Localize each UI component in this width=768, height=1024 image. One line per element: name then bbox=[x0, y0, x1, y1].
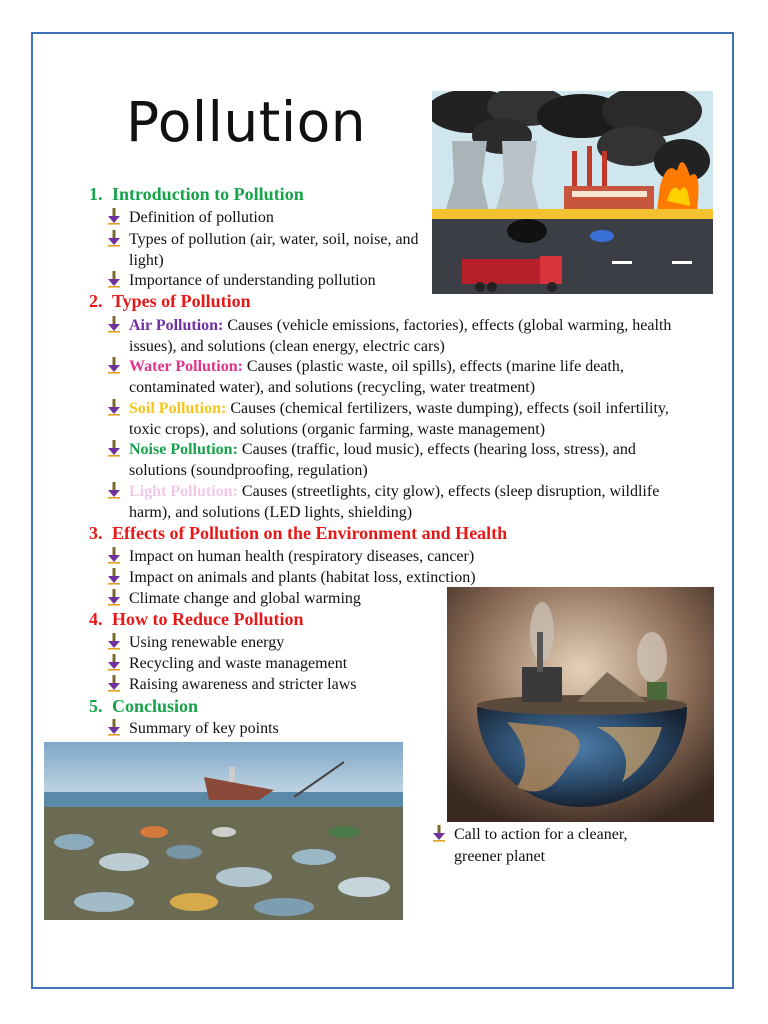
down-arrow-bullet-icon bbox=[107, 229, 121, 247]
page-title: Pollution bbox=[126, 90, 367, 154]
list-item: Recycling and waste management bbox=[129, 653, 429, 674]
list-item-noise-pollution: Noise Pollution: Causes (traffic, loud music), effects (hearing loss, stress), and solutions (soundproofing, regulation) bbox=[129, 439, 689, 481]
down-arrow-bullet-icon bbox=[107, 398, 121, 416]
down-arrow-bullet-icon bbox=[107, 674, 121, 692]
down-arrow-bullet-icon bbox=[107, 588, 121, 606]
list-item-air-pollution: Air Pollution: Causes (vehicle emissions, factories), effects (global warming, health issues), and solutions (clean energy, electric cars) bbox=[129, 315, 689, 357]
down-arrow-bullet-icon bbox=[107, 567, 121, 585]
section-heading-2: 2. Types of Pollution bbox=[89, 291, 251, 311]
polluted-earth-photo bbox=[447, 587, 714, 822]
down-arrow-bullet-icon bbox=[107, 207, 121, 225]
list-item: Definition of pollution bbox=[129, 207, 429, 228]
list-item-soil-pollution: Soil Pollution: Causes (chemical fertilizers, waste dumping), effects (soil infertility, toxic crops), and solutions (organic farming, waste management) bbox=[129, 398, 689, 440]
factory-smoke-illustration bbox=[432, 91, 713, 294]
down-arrow-bullet-icon bbox=[107, 718, 121, 736]
list-item-light-pollution: Light Pollution: Causes (streetlights, city glow), effects (sleep disruption, wildlife harm), and solutions (LED lights, shielding) bbox=[129, 481, 689, 523]
list-item: Using renewable energy bbox=[129, 632, 429, 653]
list-item: Raising awareness and stricter laws bbox=[129, 674, 429, 695]
down-arrow-bullet-icon bbox=[107, 546, 121, 564]
list-item: Climate change and global warming bbox=[129, 588, 429, 609]
plastic-beach-photo bbox=[44, 742, 403, 920]
down-arrow-bullet-icon bbox=[107, 356, 121, 374]
down-arrow-bullet-icon bbox=[107, 270, 121, 288]
down-arrow-bullet-icon bbox=[107, 439, 121, 457]
list-item-water-pollution: Water Pollution: Causes (plastic waste, oil spills), effects (marine life death, contaminated water), and solutions (recycling, water treatment) bbox=[129, 356, 689, 398]
section-heading-1: 1. Introduction to Pollution bbox=[89, 184, 304, 204]
down-arrow-bullet-icon bbox=[432, 824, 446, 842]
section-heading-4: 4. How to Reduce Pollution bbox=[89, 609, 304, 629]
list-item: Impact on human health (respiratory diseases, cancer) bbox=[129, 546, 629, 567]
list-item: Summary of key points bbox=[129, 718, 429, 739]
section-heading-3: 3. Effects of Pollution on the Environment and Health bbox=[89, 523, 508, 543]
down-arrow-bullet-icon bbox=[107, 653, 121, 671]
down-arrow-bullet-icon bbox=[107, 632, 121, 650]
list-item: Importance of understanding pollution bbox=[129, 270, 429, 291]
section-heading-5: 5. Conclusion bbox=[89, 696, 199, 716]
list-item: Call to action for a cleaner, greener planet bbox=[454, 824, 669, 868]
list-item: Types of pollution (air, water, soil, noise, and light) bbox=[129, 229, 429, 271]
down-arrow-bullet-icon bbox=[107, 315, 121, 333]
down-arrow-bullet-icon bbox=[107, 481, 121, 499]
list-item: Impact on animals and plants (habitat loss, extinction) bbox=[129, 567, 629, 588]
